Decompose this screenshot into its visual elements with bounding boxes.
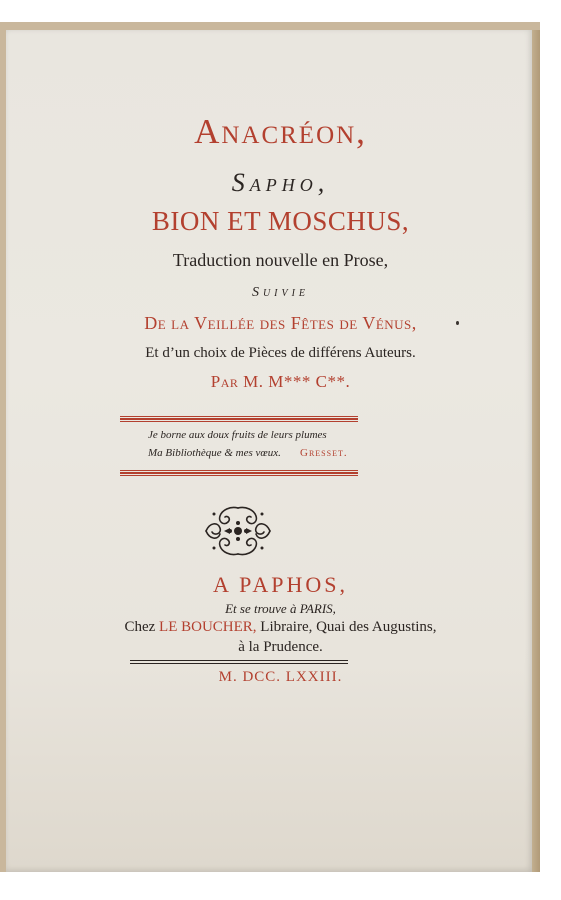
black-rule <box>130 659 348 665</box>
author-line: Par M. M*** C**. <box>210 372 351 391</box>
publisher-name: LE BOUCHER, <box>159 619 257 635</box>
subtitle-sapho: Sapho, <box>231 168 330 197</box>
imprint-publisher-line <box>0 619 561 636</box>
veillee-line: De la Veillée des Fêtes de Vénus, <box>144 313 417 333</box>
subtitle-bion-moschus: BION ET MOSCHUS, <box>151 206 410 236</box>
red-rule-bottom <box>120 470 358 476</box>
epigraph-line-2: Ma Bibliothèque & mes vœux. <box>148 447 281 459</box>
floral-fleuron-icon <box>200 502 276 560</box>
imprint-date: M. DCC. LXXIII. <box>218 669 343 685</box>
suivie-label: Suivie <box>251 285 310 300</box>
book-title: Anacréon, <box>194 112 367 151</box>
imprint-trouve: Et se trouve à PARIS, <box>225 601 336 616</box>
epigraph-line-1: Je borne aux doux fruits de leurs plumes <box>148 429 327 441</box>
chez-suffix: Libraire, Quai des Augustins, <box>256 619 437 635</box>
imprint-prudence: à la Prudence. <box>238 639 323 655</box>
choix-line: Et d’un choix de Pièces de différens Auteurs. <box>145 345 416 361</box>
epigraph-attribution: Gresset. <box>300 447 348 459</box>
translation-note: Traduction nouvelle en Prose, <box>172 250 389 270</box>
red-rule-top <box>120 416 358 422</box>
imprint-place: A PAPHOS, <box>212 572 349 597</box>
chez-prefix: Chez <box>124 619 160 635</box>
